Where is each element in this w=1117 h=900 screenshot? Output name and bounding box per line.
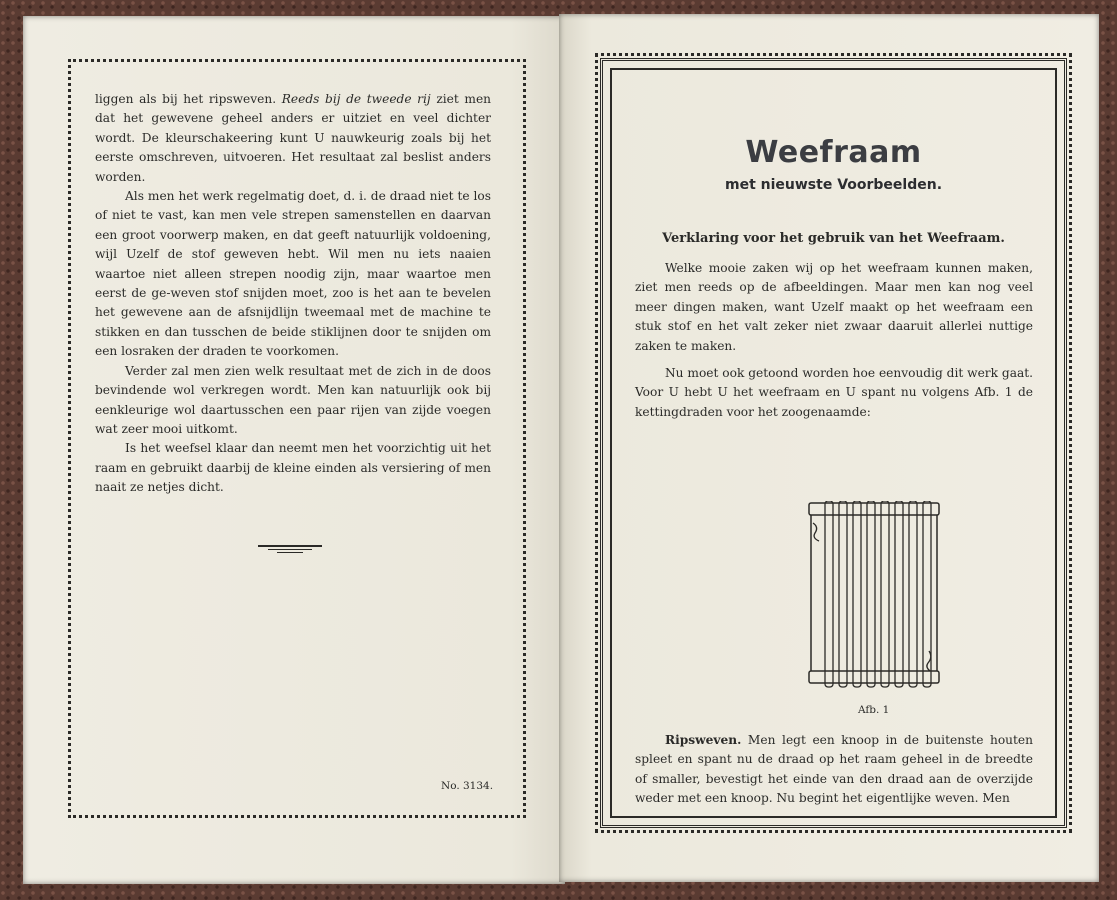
- left-page: [23, 16, 565, 884]
- left-body-text: [95, 90, 491, 498]
- figure-caption: Afb. 1: [858, 704, 890, 716]
- left-paragraph: [95, 187, 491, 362]
- intro-paragraph: Welke mooie zaken wij op het weefraam kunnen maken, ziet men reeds op de afbeeldingen. Maar men kan nog veel meer dingen maken, want Uzelf maakt op het weefraam een stuk stof en het valt zeker niet zwaar daaruit allerlei nuttige zaken te maken.: [635, 261, 1033, 353]
- text-run: Is het weefsel klaar dan neemt men het voorzichtig uit het raam en gebruikt daarbij de kleine einden als versiering of men naait ze netjes dicht.: [95, 441, 491, 495]
- ripsweven-text: [635, 731, 1033, 809]
- text-run: Verder zal men zien welk resultaat met de zich in de doos bevindende wol verkregen wordt. Men kan natuurlijk ook bij eenkleurige wol daartusschen een paar rijen van zijde voegen wat zeer mooi uitkomt.: [95, 363, 491, 436]
- text-run: ziet men dat het gewevene geheel anders er uitziet en veel dichter wordt. De kleurschakeering kunt U nauwkeurig zoals bij het eerste omschreven, uitvoeren. Het resultaat zal beslist anders worden.: [95, 92, 492, 184]
- page-number: No. 3134.: [441, 780, 494, 792]
- text-run: Reeds bij de tweede rij: [281, 92, 431, 106]
- page-title: Weefraam: [745, 135, 922, 170]
- text-run: Als men het werk regelmatig doet, d. i. de draad niet te los of niet te vast, kan men vele strepen samenstellen en daarvan een groot voorwerp maken, en dat geeft natuurlijk voldoening, wijl Uzelf de stof geweven hebt. Wil men nu iets naaien waartoe niet alleen strepen noodig zijn, maar waartoe men eerst de ge-weven stof snijden moet, zoo is het aan te bevelen het gewevene aan de afsnijdlijn tweemaal met de machine te stikken en dan tusschen de beide stiklijnen door te snijden om een losraken der draden te voorkomen.: [95, 189, 491, 359]
- section-heading: Verklaring voor het gebruik van het Weefraam.: [662, 231, 1005, 246]
- ripsweven-body: Men legt een knoop in de buitenste houten spleet en spant nu de draad op het raam geheel in de breedte of smaller, bevestigt het einde van den draad aan de overzijde weder met een knoop. Nu begint het eigentlijke weven. Men: [635, 733, 1033, 806]
- right-page: [559, 14, 1099, 882]
- page-subtitle: met nieuwste Voorbeelden.: [724, 177, 943, 193]
- right-decorative-border: [600, 58, 1067, 828]
- weaving-frame-illustration: [803, 501, 943, 701]
- left-paragraph: [95, 90, 491, 187]
- intro-paragraph: Nu moet ook getoond worden hoe eenvoudig dit werk gaat. Voor U hebt U het weefraam en U spant nu volgens Afb. 1 de kettingdraden voor het zoogenaamde:: [635, 366, 1033, 419]
- left-paragraph: [95, 362, 491, 440]
- left-paragraph: [95, 439, 491, 497]
- ornamental-rule: [256, 545, 324, 559]
- ripsweven-heading: Ripsweven.: [665, 733, 742, 747]
- intro-text: [635, 259, 1033, 422]
- text-run: liggen als bij het ripsweven.: [95, 92, 282, 106]
